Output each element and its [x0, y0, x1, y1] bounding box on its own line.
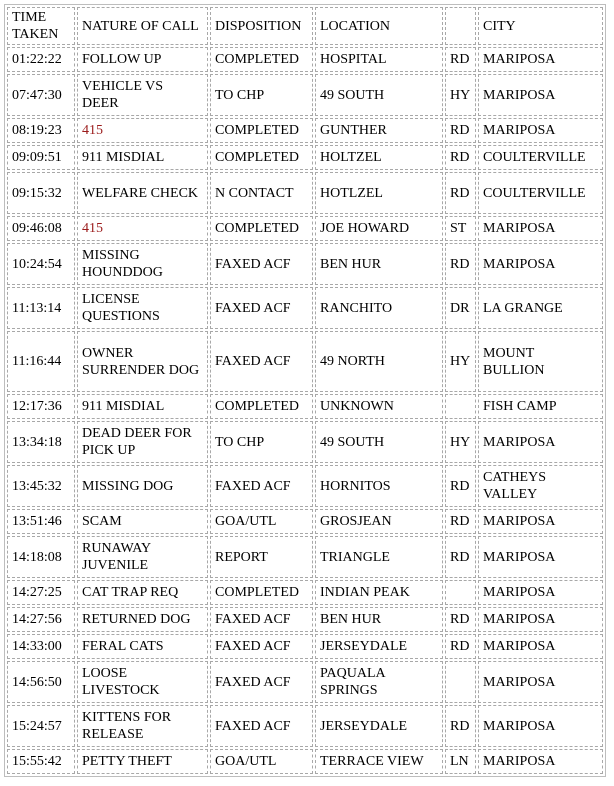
cell-city: MARIPOSA — [478, 118, 603, 143]
cell-suffix: DR — [445, 287, 476, 329]
cell-location: 49 SOUTH — [315, 421, 443, 463]
cell-city: MARIPOSA — [478, 705, 603, 747]
table-row — [7, 607, 603, 632]
cell-suffix: RD — [445, 536, 476, 578]
cell-time: 14:27:25 — [7, 580, 75, 605]
cell-suffix: RD — [445, 509, 476, 534]
table-row — [7, 421, 603, 463]
cell-suffix: RD — [445, 465, 476, 507]
cell-disposition: GOA/UTL — [210, 509, 313, 534]
cell-time: 11:16:44 — [7, 331, 75, 392]
cell-disposition: FAXED ACF — [210, 465, 313, 507]
cell-disposition: COMPLETED — [210, 216, 313, 241]
cell-disposition: FAXED ACF — [210, 705, 313, 747]
cell-city: MOUNT BULLION — [478, 331, 603, 392]
cell-suffix: HY — [445, 74, 476, 116]
cell-city: MARIPOSA — [478, 661, 603, 703]
cell-nature: VEHICLE VS DEER — [77, 74, 208, 116]
cell-city: MARIPOSA — [478, 634, 603, 659]
cell-disposition: GOA/UTL — [210, 749, 313, 774]
cell-location: RANCHITO — [315, 287, 443, 329]
cell-suffix: RD — [445, 118, 476, 143]
cell-disposition: TO CHP — [210, 74, 313, 116]
cell-suffix — [445, 394, 476, 419]
table-row — [7, 216, 603, 241]
cell-nature: RETURNED DOG — [77, 607, 208, 632]
cell-location: JOE HOWARD — [315, 216, 443, 241]
header-nature: NATURE OF CALL — [77, 7, 208, 45]
cell-time: 15:55:42 — [7, 749, 75, 774]
cell-suffix: HY — [445, 331, 476, 392]
cell-nature: OWNER SURRENDER DOG — [77, 331, 208, 392]
cell-city: CATHEYS VALLEY — [478, 465, 603, 507]
cell-time: 12:17:36 — [7, 394, 75, 419]
cell-time: 14:27:56 — [7, 607, 75, 632]
cell-time: 07:47:30 — [7, 74, 75, 116]
cell-suffix: RD — [445, 145, 476, 170]
table-row — [7, 118, 603, 143]
cell-disposition: COMPLETED — [210, 394, 313, 419]
cell-location: JERSEYDALE — [315, 705, 443, 747]
cell-time: 14:18:08 — [7, 536, 75, 578]
cell-city: MARIPOSA — [478, 607, 603, 632]
cell-suffix: LN — [445, 749, 476, 774]
cell-time: 01:22:22 — [7, 47, 75, 72]
cell-disposition: FAXED ACF — [210, 331, 313, 392]
cell-nature: SCAM — [77, 509, 208, 534]
cell-city: MARIPOSA — [478, 580, 603, 605]
header-time: TIME TAKEN — [7, 7, 75, 45]
cell-location: GUNTHER — [315, 118, 443, 143]
cell-time: 08:19:23 — [7, 118, 75, 143]
cell-suffix: RD — [445, 607, 476, 632]
cell-nature: MISSING DOG — [77, 465, 208, 507]
cell-location: INDIAN PEAK — [315, 580, 443, 605]
cell-disposition: COMPLETED — [210, 145, 313, 170]
cell-disposition: FAXED ACF — [210, 661, 313, 703]
cell-time: 13:51:46 — [7, 509, 75, 534]
cell-location: HOLTZEL — [315, 145, 443, 170]
table-row — [7, 661, 603, 703]
table-row — [7, 394, 603, 419]
table-row — [7, 634, 603, 659]
table-row — [7, 465, 603, 507]
cell-nature: 911 MISDIAL — [77, 145, 208, 170]
header-suffix — [445, 7, 476, 45]
cell-location: BEN HUR — [315, 607, 443, 632]
cell-time: 10:24:54 — [7, 243, 75, 285]
cell-disposition: FAXED ACF — [210, 287, 313, 329]
cell-time: 09:15:32 — [7, 172, 75, 214]
cell-nature: KITTENS FOR RELEASE — [77, 705, 208, 747]
cell-nature: CAT TRAP REQ — [77, 580, 208, 605]
cell-location: UNKNOWN — [315, 394, 443, 419]
cell-suffix: RD — [445, 243, 476, 285]
table-row — [7, 331, 603, 392]
cell-nature: DEAD DEER FOR PICK UP — [77, 421, 208, 463]
cell-time: 14:56:50 — [7, 661, 75, 703]
cell-disposition: FAXED ACF — [210, 634, 313, 659]
cell-time: 09:46:08 — [7, 216, 75, 241]
header-location: LOCATION — [315, 7, 443, 45]
cell-nature: 415 — [77, 216, 208, 241]
table-row — [7, 580, 603, 605]
cell-city: FISH CAMP — [478, 394, 603, 419]
cell-city: MARIPOSA — [478, 421, 603, 463]
cell-nature: MISSING HOUNDDOG — [77, 243, 208, 285]
cell-nature: PETTY THEFT — [77, 749, 208, 774]
call-log-table — [4, 4, 606, 777]
cell-location: HOSPITAL — [315, 47, 443, 72]
cell-suffix — [445, 661, 476, 703]
cell-city: MARIPOSA — [478, 216, 603, 241]
header-city: CITY — [478, 7, 603, 45]
cell-city: COULTERVILLE — [478, 145, 603, 170]
cell-time: 13:45:32 — [7, 465, 75, 507]
cell-time: 15:24:57 — [7, 705, 75, 747]
table-row — [7, 287, 603, 329]
cell-disposition: N CONTACT — [210, 172, 313, 214]
cell-city: MARIPOSA — [478, 243, 603, 285]
cell-disposition: COMPLETED — [210, 47, 313, 72]
cell-city: LA GRANGE — [478, 287, 603, 329]
cell-time: 09:09:51 — [7, 145, 75, 170]
cell-suffix — [445, 580, 476, 605]
cell-location: 49 NORTH — [315, 331, 443, 392]
cell-location: PAQUALA SPRINGS — [315, 661, 443, 703]
cell-disposition: FAXED ACF — [210, 607, 313, 632]
cell-time: 14:33:00 — [7, 634, 75, 659]
header-row — [7, 7, 603, 45]
cell-nature: LICENSE QUESTIONS — [77, 287, 208, 329]
cell-nature: LOOSE LIVESTOCK — [77, 661, 208, 703]
cell-nature: 415 — [77, 118, 208, 143]
cell-city: COULTERVILLE — [478, 172, 603, 214]
cell-suffix: RD — [445, 634, 476, 659]
cell-city: MARIPOSA — [478, 536, 603, 578]
cell-suffix: HY — [445, 421, 476, 463]
cell-city: MARIPOSA — [478, 74, 603, 116]
cell-disposition: FAXED ACF — [210, 243, 313, 285]
cell-location: JERSEYDALE — [315, 634, 443, 659]
table-row — [7, 145, 603, 170]
cell-nature: FERAL CATS — [77, 634, 208, 659]
cell-suffix: RD — [445, 47, 476, 72]
table-row — [7, 74, 603, 116]
cell-location: HORNITOS — [315, 465, 443, 507]
cell-nature: WELFARE CHECK — [77, 172, 208, 214]
cell-nature: 911 MISDIAL — [77, 394, 208, 419]
cell-disposition: TO CHP — [210, 421, 313, 463]
table-row — [7, 749, 603, 774]
cell-time: 11:13:14 — [7, 287, 75, 329]
cell-location: 49 SOUTH — [315, 74, 443, 116]
cell-location: BEN HUR — [315, 243, 443, 285]
cell-city: MARIPOSA — [478, 509, 603, 534]
table-row — [7, 509, 603, 534]
header-disposition: DISPOSITION — [210, 7, 313, 45]
cell-disposition: COMPLETED — [210, 580, 313, 605]
cell-nature: RUNAWAY JUVENILE — [77, 536, 208, 578]
cell-location: TERRACE VIEW — [315, 749, 443, 774]
cell-disposition: COMPLETED — [210, 118, 313, 143]
table-row — [7, 536, 603, 578]
cell-location: HOTLZEL — [315, 172, 443, 214]
table-row — [7, 47, 603, 72]
cell-city: MARIPOSA — [478, 749, 603, 774]
cell-suffix: RD — [445, 172, 476, 214]
cell-time: 13:34:18 — [7, 421, 75, 463]
table-row — [7, 172, 603, 214]
cell-city: MARIPOSA — [478, 47, 603, 72]
table-row — [7, 243, 603, 285]
table-row — [7, 705, 603, 747]
cell-suffix: RD — [445, 705, 476, 747]
cell-location: GROSJEAN — [315, 509, 443, 534]
cell-disposition: REPORT — [210, 536, 313, 578]
cell-location: TRIANGLE — [315, 536, 443, 578]
cell-nature: FOLLOW UP — [77, 47, 208, 72]
cell-suffix: ST — [445, 216, 476, 241]
